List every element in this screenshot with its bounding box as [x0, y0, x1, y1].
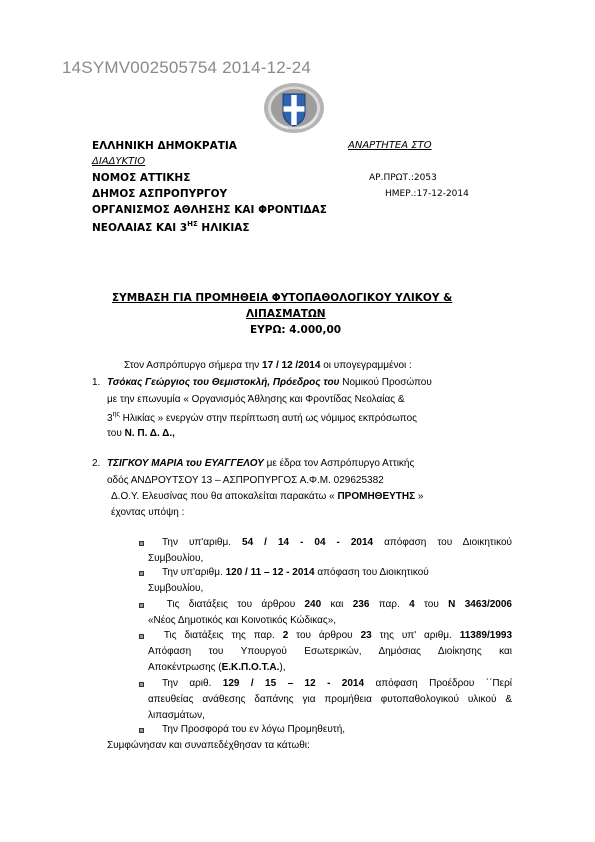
- republic-label: ΕΛΛΗΝΙΚΗ ΔΗΜΟΚΡΑΤΙΑ: [92, 140, 237, 152]
- bullet-icon: [139, 728, 144, 733]
- prefecture-label: ΝΟΜΟΣ ΑΤΤΙΚΗΣ: [92, 172, 191, 184]
- document-date: ΗΜΕΡ.:17-12-2014: [385, 189, 469, 199]
- contract-title-line1: ΣΥΜΒΑΣΗ ΓΙΑ ΠΡΟΜΗΘΕΙΑ ΦΥΤΟΠΑΘΟΛΟΓΙΚΟΥ ΥΛΙΚΟΥ &: [112, 292, 453, 304]
- party2-line4: έχοντας υπόψη :: [111, 507, 185, 518]
- party2-line3: Δ.Ο.Υ. Ελευσίνας που θα αποκαλείται παρακάτω « ΠΡΟΜΗΘΕΥΤΗΣ »: [111, 491, 424, 502]
- party1-line4: του Ν. Π. Δ. Δ.,: [107, 428, 175, 439]
- bullet-icon: [139, 603, 144, 608]
- consideration-4-line3: Αποκέντρωσης (Ε.Κ.Π.Ο.Τ.Α.),: [148, 662, 286, 673]
- party2-number: 2.: [92, 458, 101, 469]
- consideration-5-line2: απευθείας ανάθεσης δαπάνης για προμήθεια φυτοπαθολογικού υλικού &: [148, 694, 512, 705]
- post-online-note-line1: ΑΝΑΡΤΗΤΕΑ ΣΤΟ: [348, 140, 432, 151]
- organisation-line1: ΟΡΓΑΝΙΣΜΟΣ ΑΘΛΗΣΗΣ ΚΑΙ ΦΡΟΝΤΙΔΑΣ: [92, 204, 327, 216]
- post-online-note-line2: ΔΙΑΔΥΚΤΙΟ: [92, 156, 146, 167]
- document-id: 14SYMV002505754 2014-12-24: [62, 58, 312, 77]
- protocol-number: ΑΡ.ΠΡΩΤ.:2053: [369, 173, 437, 183]
- consideration-6: Την Προσφορά του εν λόγω Προμηθευτή,: [162, 724, 346, 735]
- bullet-icon: [139, 634, 144, 639]
- consideration-5-line3: λιπασμάτων,: [148, 710, 205, 721]
- coat-of-arms-seal-icon: [262, 82, 326, 134]
- contract-title-line2: ΛΙΠΑΣΜΑΤΩΝ: [246, 308, 326, 320]
- bullet-icon: [139, 571, 144, 576]
- consideration-1-line2: Συμβουλίου,: [148, 553, 204, 564]
- contract-amount: ΕΥΡΩ: 4.000,00: [250, 324, 342, 336]
- consideration-4-line2: Απόφαση του Υπουργού Εσωτερικών, Δημόσιας Διοίκησης και: [148, 646, 512, 657]
- consideration-1-line1: Την υπ'αριθμ. 54 / 14 - 04 - 2014 απόφαση του Διοικητικού: [162, 537, 512, 548]
- closing-line: Συμφώνησαν και συναπεδέχθησαν τα κάτωθι:: [107, 740, 310, 751]
- party1-number: 1.: [92, 377, 101, 388]
- party2-line2: οδός ΑΝΔΡΟΥΤΣΟΥ 13 – ΑΣΠΡΟΠΥΡΓΟΣ Α.Φ.Μ. 029625382: [107, 475, 384, 486]
- bullet-icon: [139, 541, 144, 546]
- consideration-2-line1: Την υπ'αριθμ. 120 / 11 – 12 - 2014 απόφαση του Διοικητικού: [162, 567, 429, 578]
- organisation-line2: ΝΕΟΛΑΙΑΣ ΚΑΙ $3^{H\Sigma}$ ΗΛΙΚΙΑΣ: [92, 220, 250, 234]
- party1-line2: με την επωνυμία « Οργανισμός Άθλησης και Φροντίδας Νεολαίας &: [107, 394, 405, 405]
- municipality-label: ΔΗΜΟΣ ΑΣΠΡΟΠΥΡΓΟΥ: [92, 188, 228, 200]
- party1-line3: $3^{\eta\varsigma}$ Ηλικίας » ενεργών στην περίπτωση αυτή ως νόμιμος εκπρόσωπος: [107, 411, 417, 424]
- intro-line: Στον Ασπρόπυργο σήμερα την 17 / 12 /2014 οι υπογεγραμμένοι :: [124, 360, 412, 371]
- consideration-3-line1: Τις διατάξεις του άρθρου 240 και 236 παρ. 4 του Ν 3463/2006: [166, 599, 512, 610]
- consideration-2-line2: Συμβουλίου,: [148, 583, 204, 594]
- consideration-5-line1: Την αριθ. 129 / 15 – 12 - 2014 απόφαση Προέδρου ΄΄Περί: [162, 678, 512, 689]
- party2-line1: ΤΣΙΓΚΟΥ ΜΑΡΙΑ του ΕΥΑΓΓΕΛΟΥ με έδρα τον Ασπρόπυργο Αττικής: [107, 458, 415, 469]
- consideration-3-line2: «Νέος Δημοτικός και Κοινοτικός Κώδικας»,: [148, 615, 337, 626]
- consideration-4-line1: Τις διατάξεις της παρ. 2 του άρθρου 23 της υπ' αριθμ. 11389/1993: [163, 630, 512, 641]
- party1-line1: Τσόκας Γεώργιος του Θεμιστοκλή, Πρόεδρος του Νομικού Προσώπου: [107, 377, 432, 388]
- bullet-icon: [139, 682, 144, 687]
